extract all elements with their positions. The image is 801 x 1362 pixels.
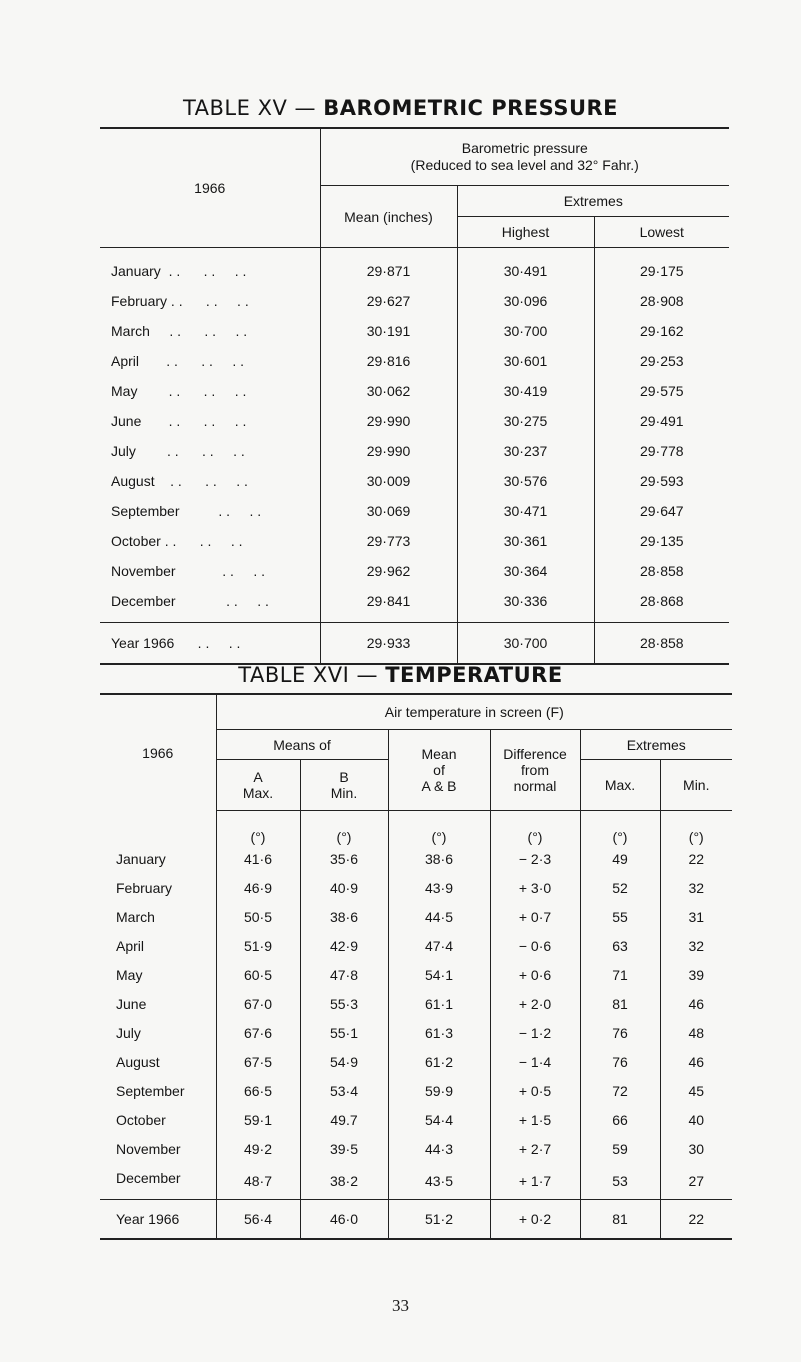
year-lowest-value: 28·858 <box>594 623 729 665</box>
air-temperature-group-header: Air temperature in screen (F) <box>216 694 732 730</box>
lowest-header: Lowest <box>594 217 729 248</box>
table-row <box>100 1077 732 1106</box>
page-number: 33 <box>392 1296 409 1315</box>
mean-value: 29·990 <box>320 436 457 466</box>
mean-ab-line3: A & B <box>421 778 457 794</box>
difference-value: − 2·3 <box>490 845 580 874</box>
year-label: Year 1966 <box>100 1199 216 1239</box>
lowest-value: 28·908 <box>639 293 684 309</box>
mean-value: 29·871 <box>320 248 457 287</box>
b-min-value: 53·4 <box>300 1077 388 1106</box>
unit-label: (°) <box>300 811 388 845</box>
b-header-line2: Min. <box>330 785 358 801</box>
extreme-min-value: 22 <box>688 851 705 867</box>
highest-header: Highest <box>457 217 594 248</box>
table-row <box>100 436 729 466</box>
lowest-value: 29·162 <box>639 323 684 339</box>
table-16-title-bold: TEMPERATURE <box>385 663 563 687</box>
extreme-max-value: 76 <box>580 1019 660 1048</box>
lowest-value: 29·135 <box>639 533 684 549</box>
unit-row <box>100 811 732 845</box>
difference-value: − 1·2 <box>490 1019 580 1048</box>
b-min-value: 42·9 <box>300 932 388 961</box>
b-header-line1: B <box>339 769 349 785</box>
pressure-group-header <box>320 128 729 186</box>
difference-value: − 1·4 <box>490 1048 580 1077</box>
year-extreme-max-value: 81 <box>580 1199 660 1239</box>
month-label: February <box>100 874 216 903</box>
unit-label: (°) <box>580 811 660 845</box>
table-row <box>100 248 729 287</box>
year-extreme-min-value: 22 <box>660 1199 732 1239</box>
means-of-header: Means of <box>216 730 388 760</box>
mean-value: 29·816 <box>320 346 457 376</box>
difference-value: + 2·7 <box>490 1135 580 1164</box>
difference-value: + 0·5 <box>490 1077 580 1106</box>
year-b-min-value: 46·0 <box>300 1199 388 1239</box>
lowest-value: 29·175 <box>639 263 684 279</box>
month-label: January . . . . . . <box>100 248 320 287</box>
barometric-pressure-table <box>100 127 729 665</box>
highest-value: 30·419 <box>457 376 594 406</box>
month-label: May . . . . . . <box>100 376 320 406</box>
a-max-value: 67·0 <box>216 990 300 1019</box>
b-min-value: 55·3 <box>300 990 388 1019</box>
table-16-title <box>0 663 801 687</box>
b-min-value: 35·6 <box>300 845 388 874</box>
a-max-value: 48·7 <box>216 1164 300 1200</box>
table-row <box>100 903 732 932</box>
extreme-max-value: 59 <box>580 1135 660 1164</box>
extreme-min-value: 30 <box>688 1141 705 1157</box>
pressure-header-line1: Barometric pressure <box>461 140 588 156</box>
difference-value: + 0·6 <box>490 961 580 990</box>
month-label: November <box>100 1135 216 1164</box>
table-row <box>100 406 729 436</box>
table-16-title-prefix: TABLE XVI — <box>238 663 379 687</box>
table-row <box>100 526 729 556</box>
difference-value: + 1·7 <box>490 1164 580 1200</box>
unit-label: (°) <box>388 811 490 845</box>
mean-value: 54·4 <box>388 1106 490 1135</box>
extreme-max-value: 63 <box>580 932 660 961</box>
mean-value: 61·2 <box>388 1048 490 1077</box>
highest-value: 30·096 <box>457 286 594 316</box>
mean-value: 43·5 <box>388 1164 490 1200</box>
mean-value: 29·627 <box>320 286 457 316</box>
extreme-max-value: 53 <box>580 1164 660 1200</box>
table-row <box>100 556 729 586</box>
mean-value: 30·069 <box>320 496 457 526</box>
table-row <box>100 845 732 874</box>
month-label: October <box>100 1106 216 1135</box>
mean-value: 38·6 <box>388 845 490 874</box>
month-label: September <box>100 1077 216 1106</box>
month-label: February . . . . . . <box>100 286 320 316</box>
b-min-value: 54·9 <box>300 1048 388 1077</box>
difference-value: + 0·7 <box>490 903 580 932</box>
temperature-table <box>100 693 732 1240</box>
mean-value: 29·773 <box>320 526 457 556</box>
year-total-row <box>100 1199 732 1239</box>
year-highest-value: 30·700 <box>457 623 594 665</box>
diff-line1: Difference <box>503 746 567 762</box>
mean-value: 30·062 <box>320 376 457 406</box>
lowest-value: 29·575 <box>639 383 684 399</box>
highest-value: 30·491 <box>457 248 594 287</box>
month-label: April <box>100 932 216 961</box>
highest-value: 30·336 <box>457 586 594 623</box>
a-max-header <box>216 760 300 811</box>
extremes-header: Extremes <box>457 186 729 217</box>
year-total-row <box>100 623 729 665</box>
max-header: Max. <box>580 760 660 811</box>
difference-value: + 1·5 <box>490 1106 580 1135</box>
table-15-title <box>0 96 801 120</box>
table-row <box>100 874 732 903</box>
b-min-value: 40·9 <box>300 874 388 903</box>
table-row <box>100 586 729 623</box>
highest-value: 30·237 <box>457 436 594 466</box>
extremes-header: Extremes <box>580 730 732 760</box>
lowest-value: 28·868 <box>639 593 684 609</box>
highest-value: 30·361 <box>457 526 594 556</box>
table-row <box>100 496 729 526</box>
table-row <box>100 346 729 376</box>
table-row <box>100 932 732 961</box>
year-header: 1966 <box>100 694 216 811</box>
unit-label: (°) <box>688 828 704 845</box>
extreme-min-value: 46 <box>688 996 705 1012</box>
difference-header <box>490 730 580 811</box>
lowest-value: 29·778 <box>639 443 684 459</box>
highest-value: 30·576 <box>457 466 594 496</box>
b-min-header <box>300 760 388 811</box>
mean-value: 59·9 <box>388 1077 490 1106</box>
b-min-value: 49.7 <box>300 1106 388 1135</box>
table-row <box>100 990 732 1019</box>
difference-value: + 3·0 <box>490 874 580 903</box>
extreme-min-value: 39 <box>688 967 705 983</box>
a-max-value: 51·9 <box>216 932 300 961</box>
diff-line2: from <box>521 762 549 778</box>
a-max-value: 46·9 <box>216 874 300 903</box>
month-label: August . . . . . . <box>100 466 320 496</box>
mean-value: 54·1 <box>388 961 490 990</box>
mean-value: 44·3 <box>388 1135 490 1164</box>
month-label: August <box>100 1048 216 1077</box>
b-min-value: 38·2 <box>300 1164 388 1200</box>
month-label: May <box>100 961 216 990</box>
table-row <box>100 286 729 316</box>
mean-value: 61·1 <box>388 990 490 1019</box>
extreme-max-value: 52 <box>580 874 660 903</box>
mean-value: 44·5 <box>388 903 490 932</box>
a-max-value: 49·2 <box>216 1135 300 1164</box>
table-row <box>100 1164 732 1200</box>
pressure-header-line2: (Reduced to sea level and 32° Fahr.) <box>410 157 639 173</box>
mean-value: 29·962 <box>320 556 457 586</box>
a-max-value: 67·5 <box>216 1048 300 1077</box>
month-label: July <box>100 1019 216 1048</box>
min-header: Min. <box>660 760 732 811</box>
a-max-value: 67·6 <box>216 1019 300 1048</box>
extreme-max-value: 76 <box>580 1048 660 1077</box>
extreme-max-value: 71 <box>580 961 660 990</box>
extreme-min-value: 45 <box>688 1083 705 1099</box>
highest-value: 30·275 <box>457 406 594 436</box>
month-label: December <box>100 1164 216 1200</box>
a-max-value: 66·5 <box>216 1077 300 1106</box>
lowest-value: 29·647 <box>639 503 684 519</box>
extreme-max-value: 55 <box>580 903 660 932</box>
table-15-title-prefix: TABLE XV — <box>182 96 316 120</box>
b-min-value: 55·1 <box>300 1019 388 1048</box>
mean-value: 29·841 <box>320 586 457 623</box>
year-header: 1966 <box>100 128 320 248</box>
difference-value: + 2·0 <box>490 990 580 1019</box>
lowest-value: 29·491 <box>639 413 684 429</box>
a-max-value: 50·5 <box>216 903 300 932</box>
month-label: June . . . . . . <box>100 406 320 436</box>
table-row <box>100 961 732 990</box>
difference-value: − 0·6 <box>490 932 580 961</box>
table-row <box>100 1106 732 1135</box>
a-header-line2: Max. <box>242 785 274 801</box>
year-a-max-value: 56·4 <box>216 1199 300 1239</box>
extreme-min-value: 32 <box>688 938 705 954</box>
year-difference-value: + 0·2 <box>490 1199 580 1239</box>
month-label: October . . . . . . <box>100 526 320 556</box>
mean-ab-line2: of <box>433 762 445 778</box>
year-mean-value: 51·2 <box>388 1199 490 1239</box>
mean-of-ab-header <box>388 730 490 811</box>
highest-value: 30·601 <box>457 346 594 376</box>
mean-value: 43·9 <box>388 874 490 903</box>
extreme-min-value: 27 <box>688 1173 705 1189</box>
table-row <box>100 1019 732 1048</box>
month-label: January <box>100 845 216 874</box>
lowest-value: 29·253 <box>639 353 684 369</box>
extreme-min-value: 32 <box>688 880 705 896</box>
lowest-value: 29·593 <box>639 473 684 489</box>
lowest-value: 28·858 <box>639 563 684 579</box>
table-row <box>100 316 729 346</box>
extreme-min-value: 40 <box>688 1112 705 1128</box>
extreme-max-value: 66 <box>580 1106 660 1135</box>
month-label: March . . . . . . <box>100 316 320 346</box>
a-header-line1: A <box>253 769 263 785</box>
month-label: September . . . . <box>100 496 320 526</box>
year-label: Year 1966 . . . . <box>100 623 320 665</box>
unit-label: (°) <box>490 811 580 845</box>
month-label: March <box>100 903 216 932</box>
month-label: November . . . . <box>100 556 320 586</box>
extreme-max-value: 49 <box>580 845 660 874</box>
table-row <box>100 1048 732 1077</box>
extreme-min-value: 46 <box>688 1054 705 1070</box>
mean-value: 29·990 <box>320 406 457 436</box>
mean-value: 47·4 <box>388 932 490 961</box>
mean-value: 61·3 <box>388 1019 490 1048</box>
highest-value: 30·700 <box>457 316 594 346</box>
mean-value: 30·009 <box>320 466 457 496</box>
diff-line3: normal <box>513 778 557 794</box>
mean-ab-line1: Mean <box>421 746 457 762</box>
mean-inches-header: Mean (inches) <box>320 186 457 248</box>
extreme-min-value: 48 <box>688 1025 705 1041</box>
month-label: April . . . . . . <box>100 346 320 376</box>
b-min-value: 38·6 <box>300 903 388 932</box>
b-min-value: 39·5 <box>300 1135 388 1164</box>
extreme-max-value: 81 <box>580 990 660 1019</box>
month-label: December . . . . <box>100 586 320 623</box>
b-min-value: 47·8 <box>300 961 388 990</box>
extreme-max-value: 72 <box>580 1077 660 1106</box>
table-row <box>100 466 729 496</box>
unit-label: (°) <box>216 811 300 845</box>
a-max-value: 59·1 <box>216 1106 300 1135</box>
highest-value: 30·364 <box>457 556 594 586</box>
table-row <box>100 376 729 406</box>
year-mean-value: 29·933 <box>320 623 457 665</box>
month-label: July . . . . . . <box>100 436 320 466</box>
a-max-value: 41·6 <box>216 845 300 874</box>
extreme-min-value: 31 <box>688 909 705 925</box>
mean-value: 30·191 <box>320 316 457 346</box>
a-max-value: 60·5 <box>216 961 300 990</box>
table-row <box>100 1135 732 1164</box>
month-label: June <box>100 990 216 1019</box>
table-15-title-bold: BAROMETRIC PRESSURE <box>323 96 619 120</box>
highest-value: 30·471 <box>457 496 594 526</box>
